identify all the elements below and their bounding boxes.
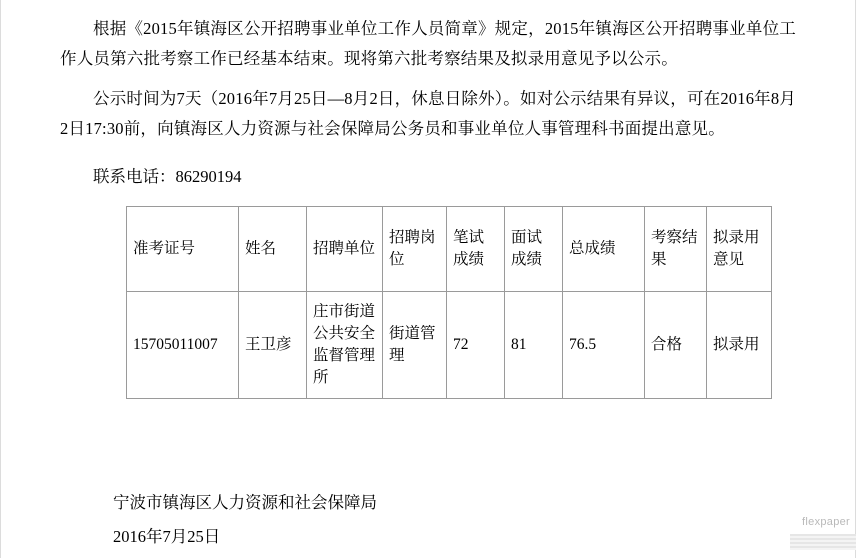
table-header-hiring-opinion: 拟录用意见	[707, 207, 772, 292]
results-table	[126, 206, 772, 399]
cell-employer: 庄市街道公共安全监督管理所	[307, 292, 383, 399]
cell-written-score: 72	[447, 292, 505, 399]
paragraph-publicity-period: 公示时间为7天（2016年7月25日—8月2日，休息日除外）。如对公示结果有异议，可在2016年8月2日17:30前，向镇海区人力资源与社会保障局公务员和事业单位人事管理科书面提出意见。	[60, 89, 796, 138]
cell-interview-score: 81	[505, 292, 563, 399]
signature-organization: 宁波市镇海区人力资源和社会保障局	[113, 493, 377, 512]
cell-name: 王卫彦	[239, 292, 307, 399]
cell-total-score: 76.5	[563, 292, 645, 399]
watermark-label: flexpaper	[802, 516, 850, 528]
signature-date: 2016年7月25日	[113, 527, 221, 546]
results-table-wrapper	[126, 206, 796, 399]
table-row	[127, 292, 772, 399]
page-left-border	[0, 0, 1, 558]
table-header-row	[127, 207, 772, 292]
paragraph-announcement-intro: 根据《2015年镇海区公开招聘事业单位工作人员简章》规定，2015年镇海区公开招聘事业单位工作人员第六批考察工作已经基本结束。现将第六批考察结果及拟录用意见予以公示。	[60, 19, 796, 68]
contact-phone: 联系电话：86290194	[93, 167, 242, 186]
table-header-inspection-result: 考察结果	[645, 207, 707, 292]
watermark-bar	[790, 534, 856, 550]
cell-hiring-opinion: 拟录用	[707, 292, 772, 399]
table-header-name: 姓名	[239, 207, 307, 292]
cell-position: 街道管理	[383, 292, 447, 399]
signature-block	[113, 486, 377, 554]
table-header-employer: 招聘单位	[307, 207, 383, 292]
cell-inspection-result: 合格	[645, 292, 707, 399]
table-header-interview-score: 面试成绩	[505, 207, 563, 292]
table-header-exam-number: 准考证号	[127, 207, 239, 292]
table-header-position: 招聘岗位	[383, 207, 447, 292]
table-header-total-score: 总成绩	[563, 207, 645, 292]
cell-exam-number: 15705011007	[127, 292, 239, 399]
table-header-written-score: 笔试成绩	[447, 207, 505, 292]
